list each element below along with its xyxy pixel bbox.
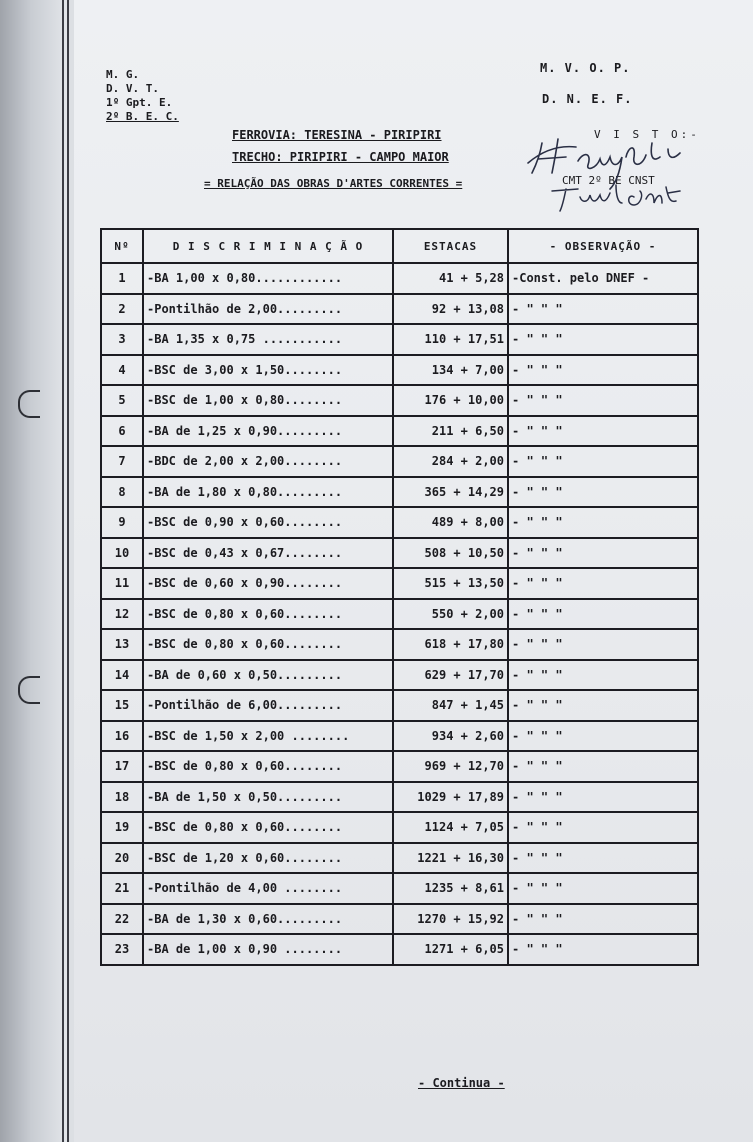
table-row bbox=[101, 355, 698, 386]
row-number: 15 bbox=[101, 690, 143, 721]
row-observation: - " " " bbox=[508, 294, 698, 325]
row-observation: - " " " bbox=[508, 568, 698, 599]
works-table bbox=[100, 228, 699, 966]
row-stake: 847 + 1,45 bbox=[393, 690, 508, 721]
row-description: -Pontilhão de 6,00......... bbox=[143, 690, 393, 721]
row-stake: 489 + 8,00 bbox=[393, 507, 508, 538]
row-number: 18 bbox=[101, 782, 143, 813]
header-left-line: 1º Gpt. E. bbox=[106, 96, 173, 109]
row-observation: - " " " bbox=[508, 446, 698, 477]
row-stake: 508 + 10,50 bbox=[393, 538, 508, 569]
row-stake: 618 + 17,80 bbox=[393, 629, 508, 660]
row-number: 12 bbox=[101, 599, 143, 630]
row-stake: 1124 + 7,05 bbox=[393, 812, 508, 843]
header-left-block bbox=[106, 68, 179, 124]
header-right-line: M. V. O. P. bbox=[540, 61, 631, 75]
table-row bbox=[101, 751, 698, 782]
row-number: 10 bbox=[101, 538, 143, 569]
row-description: -BSC de 0,90 x 0,60........ bbox=[143, 507, 393, 538]
row-number: 22 bbox=[101, 904, 143, 935]
commander-stamp: CMT 2º BE CNST bbox=[562, 174, 655, 187]
row-number: 5 bbox=[101, 385, 143, 416]
row-description: -BSC de 0,43 x 0,67........ bbox=[143, 538, 393, 569]
binding-edge-line bbox=[67, 0, 69, 1142]
row-stake: 365 + 14,29 bbox=[393, 477, 508, 508]
row-description: -BSC de 0,60 x 0,90........ bbox=[143, 568, 393, 599]
table-row bbox=[101, 477, 698, 508]
row-description: -BA de 1,25 x 0,90......... bbox=[143, 416, 393, 447]
row-stake: 92 + 13,08 bbox=[393, 294, 508, 325]
table-row bbox=[101, 568, 698, 599]
row-number: 4 bbox=[101, 355, 143, 386]
row-stake: 629 + 17,70 bbox=[393, 660, 508, 691]
table-row bbox=[101, 324, 698, 355]
row-observation: - " " " bbox=[508, 629, 698, 660]
row-observation: - " " " bbox=[508, 660, 698, 691]
row-observation: - " " " bbox=[508, 507, 698, 538]
row-stake: 134 + 7,00 bbox=[393, 355, 508, 386]
row-observation: - " " " bbox=[508, 721, 698, 752]
row-description: -BA de 1,00 x 0,90 ........ bbox=[143, 934, 393, 965]
row-number: 21 bbox=[101, 873, 143, 904]
visto-label: V I S T O:- bbox=[594, 128, 700, 141]
document-page bbox=[74, 0, 753, 1142]
continua-text: - Continua - bbox=[418, 1076, 505, 1090]
table-row bbox=[101, 416, 698, 447]
row-description: -BDC de 2,00 x 2,00........ bbox=[143, 446, 393, 477]
column-header: ESTACAS bbox=[393, 229, 508, 263]
row-stake: 41 + 5,28 bbox=[393, 263, 508, 294]
row-description: -BSC de 1,50 x 2,00 ........ bbox=[143, 721, 393, 752]
column-header: D I S C R I M I N A Ç Ã O bbox=[143, 229, 393, 263]
row-stake: 1029 + 17,89 bbox=[393, 782, 508, 813]
punch-hole bbox=[18, 390, 40, 418]
table-header-row bbox=[101, 229, 698, 263]
table-row bbox=[101, 843, 698, 874]
row-number: 6 bbox=[101, 416, 143, 447]
row-stake: 550 + 2,00 bbox=[393, 599, 508, 630]
row-number: 20 bbox=[101, 843, 143, 874]
row-observation: - " " " bbox=[508, 599, 698, 630]
page-binding bbox=[0, 0, 68, 1142]
table-row bbox=[101, 660, 698, 691]
table-row bbox=[101, 812, 698, 843]
row-observation: - " " " bbox=[508, 690, 698, 721]
relation-title: = RELAÇÃO DAS OBRAS D'ARTES CORRENTES = bbox=[204, 177, 463, 190]
stretch-title: TRECHO: PIRIPIRI - CAMPO MAIOR bbox=[232, 150, 449, 164]
row-description: -BA de 1,50 x 0,50......... bbox=[143, 782, 393, 813]
row-number: 7 bbox=[101, 446, 143, 477]
row-observation: - " " " bbox=[508, 812, 698, 843]
row-stake: 176 + 10,00 bbox=[393, 385, 508, 416]
row-description: -BSC de 0,80 x 0,60........ bbox=[143, 812, 393, 843]
row-number: 9 bbox=[101, 507, 143, 538]
header-left-line: D. V. T. bbox=[106, 82, 159, 95]
row-description: -Pontilhão de 2,00......... bbox=[143, 294, 393, 325]
row-stake: 1271 + 6,05 bbox=[393, 934, 508, 965]
row-description: -BSC de 1,00 x 0,80........ bbox=[143, 385, 393, 416]
row-description: -BA de 1,30 x 0,60......... bbox=[143, 904, 393, 935]
row-observation: - " " " bbox=[508, 477, 698, 508]
header-right-line: D. N. E. F. bbox=[542, 92, 633, 106]
row-number: 19 bbox=[101, 812, 143, 843]
table-row bbox=[101, 263, 698, 294]
handwritten-signature bbox=[522, 127, 692, 217]
row-observation: - " " " bbox=[508, 416, 698, 447]
table-row bbox=[101, 721, 698, 752]
row-stake: 211 + 6,50 bbox=[393, 416, 508, 447]
table-row bbox=[101, 294, 698, 325]
row-number: 13 bbox=[101, 629, 143, 660]
railway-title: FERROVIA: TERESINA - PIRIPIRI bbox=[232, 128, 442, 142]
row-observation: - " " " bbox=[508, 751, 698, 782]
row-description: -BSC de 1,20 x 0,60........ bbox=[143, 843, 393, 874]
table-row bbox=[101, 538, 698, 569]
table-body bbox=[101, 263, 698, 965]
row-number: 3 bbox=[101, 324, 143, 355]
table-row bbox=[101, 385, 698, 416]
row-stake: 515 + 13,50 bbox=[393, 568, 508, 599]
table-row bbox=[101, 599, 698, 630]
row-number: 8 bbox=[101, 477, 143, 508]
table-row bbox=[101, 782, 698, 813]
row-observation: - " " " bbox=[508, 324, 698, 355]
row-stake: 969 + 12,70 bbox=[393, 751, 508, 782]
row-observation: - " " " bbox=[508, 355, 698, 386]
row-description: -BSC de 0,80 x 0,60........ bbox=[143, 751, 393, 782]
column-header: Nº bbox=[101, 229, 143, 263]
row-observation: - " " " bbox=[508, 904, 698, 935]
table-row bbox=[101, 904, 698, 935]
row-stake: 1235 + 8,61 bbox=[393, 873, 508, 904]
table-row bbox=[101, 873, 698, 904]
header-left-line: 2º B. E. C. bbox=[106, 110, 179, 123]
row-description: -BSC de 0,80 x 0,60........ bbox=[143, 599, 393, 630]
row-observation: - " " " bbox=[508, 934, 698, 965]
row-description: -BA de 1,80 x 0,80......... bbox=[143, 477, 393, 508]
row-observation: - " " " bbox=[508, 538, 698, 569]
table-row bbox=[101, 690, 698, 721]
row-description: -BA de 0,60 x 0,50......... bbox=[143, 660, 393, 691]
row-observation: - " " " bbox=[508, 385, 698, 416]
row-description: -BA 1,35 x 0,75 ........... bbox=[143, 324, 393, 355]
row-description: -BA 1,00 x 0,80............ bbox=[143, 263, 393, 294]
table-row bbox=[101, 629, 698, 660]
row-number: 2 bbox=[101, 294, 143, 325]
row-stake: 1270 + 15,92 bbox=[393, 904, 508, 935]
row-stake: 934 + 2,60 bbox=[393, 721, 508, 752]
table-row bbox=[101, 507, 698, 538]
table-row bbox=[101, 446, 698, 477]
punch-hole bbox=[18, 676, 40, 704]
binding-edge-line bbox=[62, 0, 64, 1142]
row-number: 17 bbox=[101, 751, 143, 782]
table-row bbox=[101, 934, 698, 965]
row-observation: - " " " bbox=[508, 873, 698, 904]
row-description: -BSC de 0,80 x 0,60........ bbox=[143, 629, 393, 660]
column-header: - OBSERVAÇÃO - bbox=[508, 229, 698, 263]
header-left-line: M. G. bbox=[106, 68, 140, 81]
row-description: -BSC de 3,00 x 1,50........ bbox=[143, 355, 393, 386]
row-description: -Pontilhão de 4,00 ........ bbox=[143, 873, 393, 904]
row-stake: 110 + 17,51 bbox=[393, 324, 508, 355]
row-number: 14 bbox=[101, 660, 143, 691]
row-observation: - " " " bbox=[508, 843, 698, 874]
row-number: 1 bbox=[101, 263, 143, 294]
row-number: 11 bbox=[101, 568, 143, 599]
row-number: 23 bbox=[101, 934, 143, 965]
continua-footer bbox=[418, 1076, 505, 1090]
row-stake: 284 + 2,00 bbox=[393, 446, 508, 477]
row-observation: - " " " bbox=[508, 782, 698, 813]
row-observation: -Const. pelo DNEF - bbox=[508, 263, 698, 294]
row-stake: 1221 + 16,30 bbox=[393, 843, 508, 874]
row-number: 16 bbox=[101, 721, 143, 752]
